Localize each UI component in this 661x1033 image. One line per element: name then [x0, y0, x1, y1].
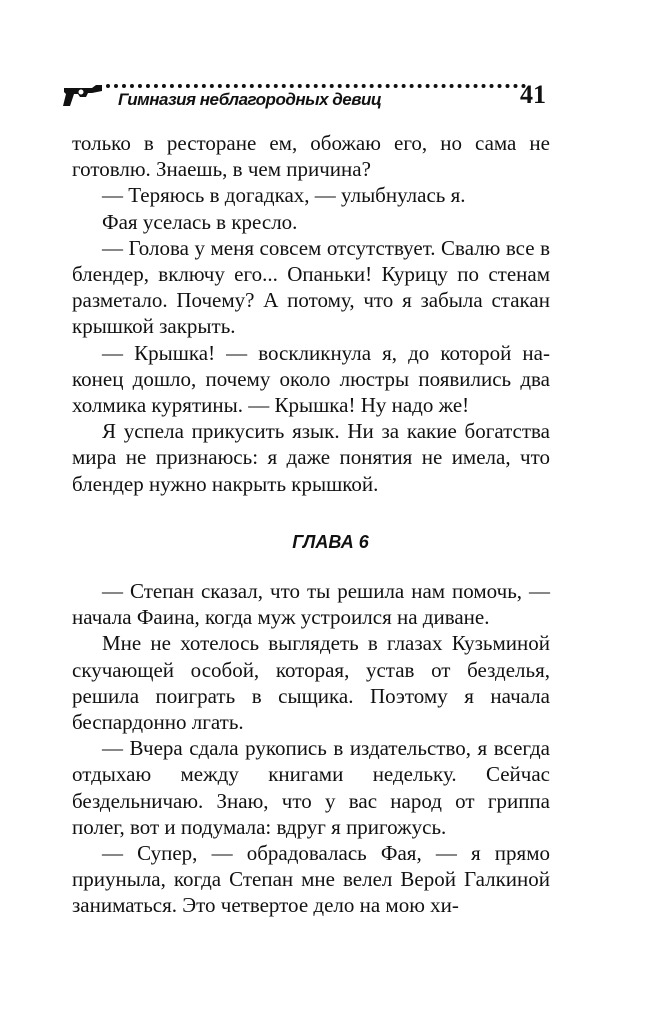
page-number: 41	[520, 80, 546, 109]
chapter-heading: ГЛАВА 6	[292, 532, 369, 552]
revolver-icon	[62, 82, 106, 108]
paragraph: — Супер, — обрадовалась Фая, — я прямо приуныла, когда Степан мне велел Верой Галкиной заниматься. Это четвертое дело на мою хи-	[72, 841, 550, 918]
leader-dots	[106, 84, 526, 88]
running-header	[62, 78, 552, 112]
paragraph: Мне не хотелось выглядеть в глазах Кузьминой скучающей особой, которая, устав от безделья, решила поиграть в сыщика. Поэтому я начала беспардонно лгать.	[72, 631, 550, 735]
paragraph: — Теряюсь в догадках, — улыбнулась я.	[102, 183, 466, 208]
text-block-before-chapter	[72, 130, 550, 497]
paragraph: Фая уселась в кресло.	[102, 209, 298, 234]
paragraph: — Крышка! — воскликнула я, до которой наконец дошло, почему около люстры появились два холмика курятины. — Крышка! Ну надо же!	[72, 340, 550, 418]
paragraph: — Степан сказал, что ты решила нам помочь, — начала Фаина, когда муж устроился на диване.	[72, 579, 550, 630]
text-block-after-chapter	[72, 578, 550, 919]
paragraph: Я успела прикусить язык. Ни за какие богатства мира не признаюсь: я даже понятия не имела, что блендер нужно накрыть крышкой.	[72, 419, 550, 496]
running-title: Гимназия неблагородных девиц	[118, 90, 382, 109]
paragraph: — Вчера сдала рукопись в издательство, я всегда отдыхаю между книгами недельку. Сейчас бездельничаю. Знаю, что у вас народ от гриппа полег, вот и подумала: вдруг я пригожусь.	[72, 736, 550, 839]
paragraph: — Голова у меня совсем отсутствует. Свалю все в блендер, включу его... Опаньки! Курицу по стенам разметало. Почему? А потому, что я забыла стакан крышкой закрыть.	[72, 235, 550, 339]
paragraph: только в ресторане ем, обожаю его, но сама не готовлю. Знаешь, в чем причина?	[72, 131, 550, 182]
